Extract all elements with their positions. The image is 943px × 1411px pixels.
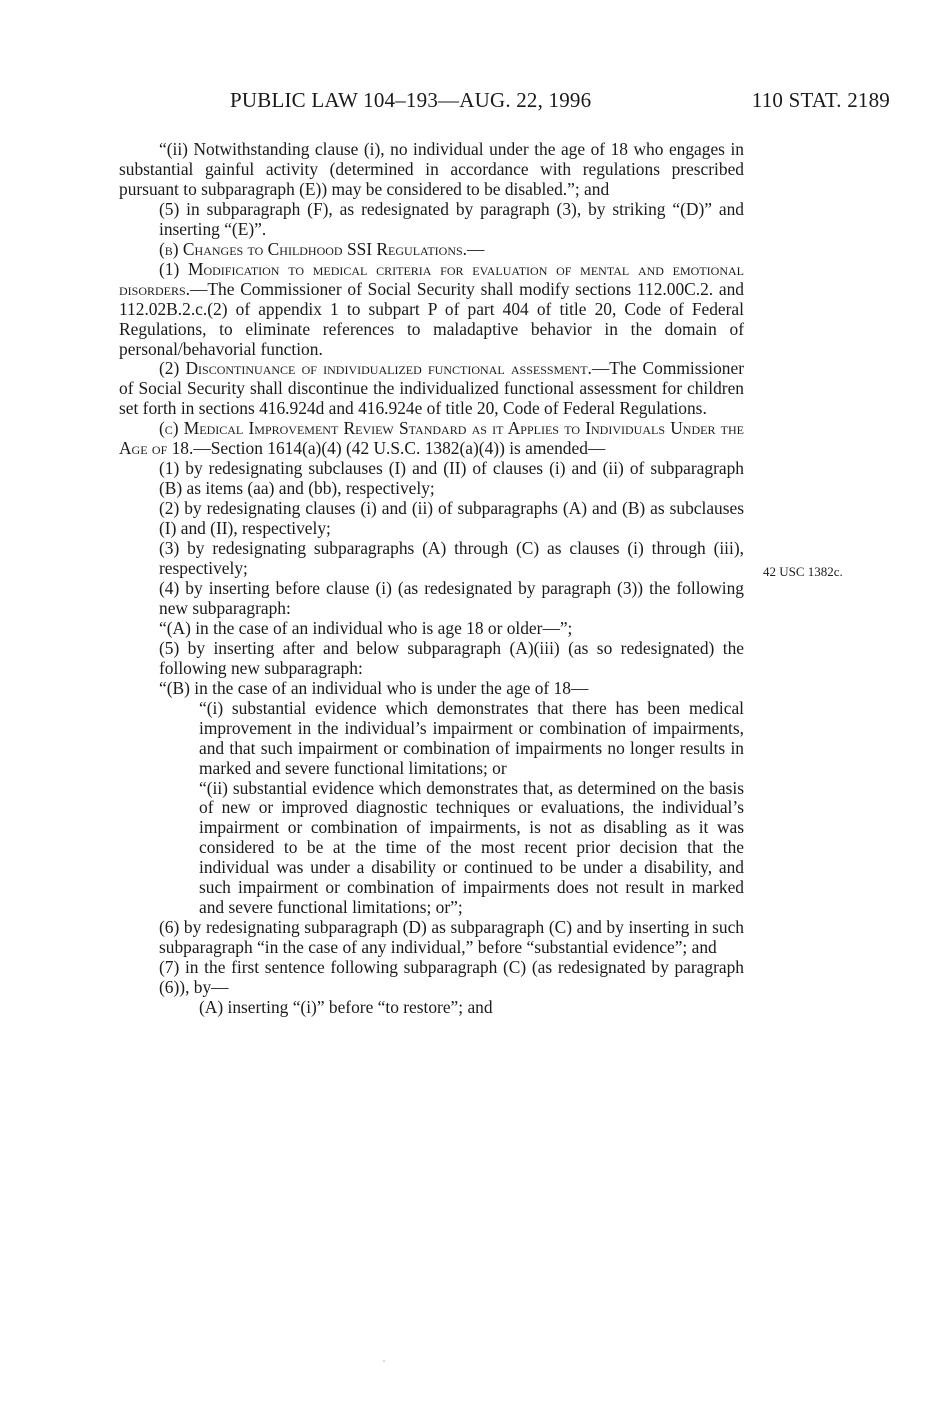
paragraph: (7) in the first sentence following subparagraph (C) (as redesignated by paragraph (6)), by— (159, 957, 744, 998)
page-header (230, 88, 890, 116)
section-heading (119, 240, 744, 260)
paragraph: “(B) in the case of an individual who is under the age of 18— (159, 677, 589, 698)
subsection-heading-b: (b) Changes to Childhood SSI Regulations.— (159, 238, 485, 259)
statute-body (119, 140, 744, 1018)
paragraph: (2) by redesignating clauses (i) and (ii) of subparagraphs (A) and (B) as subclauses (I) and (II), respectively; (159, 498, 744, 539)
paragraph: (5) by inserting after and below subparagraph (A)(iii) (as so redesignated) the following new subparagraph: (159, 637, 744, 678)
scan-speck (383, 1360, 385, 1362)
paragraph (119, 419, 744, 459)
paragraph: (4) by inserting before clause (i) (as redesignated by paragraph (3)) the following new subparagraph: (159, 577, 744, 618)
paragraph: (1) by redesignating subclauses (I) and (II) of clauses (i) and (ii) of subparagraph (B) as items (aa) and (bb), respectively; (159, 458, 744, 499)
paragraph: “(i) substantial evidence which demonstrates that there has been medical improvement in the individual’s impairment or combination of impairments, and that such impairment or combination of impairments no longer results in marked and severe functional limitations; or (199, 697, 744, 778)
paragraph: (3) by redesignating subparagraphs (A) through (C) as clauses (i) through (iii), respectively; (159, 538, 744, 579)
paragraph: (5) in subparagraph (F), as redesignated by paragraph (3), by striking “(D)” and inserting “(E)”. (159, 198, 744, 239)
margin-citation: 42 USC 1382c. (763, 564, 843, 579)
paragraph-text: The Commissioner of Social Security shall modify sections 112.00C.2. and 112.02B.2.c.(2) of appendix 1 to subpart P of part 404 of title 20, Code of Federal Regulations, to eliminate references to maladaptive behavior in the domain of personal/behavorial function. (119, 278, 744, 359)
paragraph-text: Section 1614(a)(4) (42 U.S.C. 1382(a)(4)) is amended— (210, 438, 606, 459)
paragraph (119, 260, 744, 360)
public-law-citation: PUBLIC LAW 104–193—AUG. 22, 1996 (230, 88, 592, 112)
paragraph: “(ii) substantial evidence which demonstrates that, as determined on the basis of new or improved diagnostic techniques or evaluations, the individual’s impairment or combination of impairments, is not as disabling as it was considered to be at the time of the most recent prior decision that the individual was under a disability or continued to be under a disability, and such impairment or combination of impairments does not result in marked and severe functional limitations; or”; (199, 777, 744, 918)
paragraph-text: The Commissioner of Social Security shall discontinue the individualized functional assessment for children set forth in sections 416.924d and 416.924e of title 20, Code of Federal Regulations. (119, 358, 744, 419)
paragraph (119, 359, 744, 419)
paragraph: (6) by redesignating subparagraph (D) as subparagraph (C) and by inserting in such subparagraph “in the case of any individual,” before “substantial evidence”; and (159, 917, 744, 958)
subsection-heading-c: (c) Medical Improvement Review Standard as it Applies to Individuals Under the Age of 18.— (119, 418, 744, 459)
paragraph-heading: (2) Discontinuance of individualized functional assessment.— (159, 358, 610, 379)
paragraph: “(ii) Notwithstanding clause (i), no individual under the age of 18 who engages in substantial gainful activity (determined in accordance with regulations prescribed pursuant to subparagraph (E)) may be considered to be disabled.”; and (119, 139, 744, 199)
statute-page-number: 110 STAT. 2189 (751, 88, 890, 112)
paragraph-heading: (1) Modification to medical criteria for evaluation of mental and emotional disorders.— (119, 258, 744, 299)
paragraph: (A) inserting “(i)” before “to restore”; and (199, 996, 493, 1017)
paragraph: “(A) in the case of an individual who is age 18 or older—”; (159, 617, 573, 638)
